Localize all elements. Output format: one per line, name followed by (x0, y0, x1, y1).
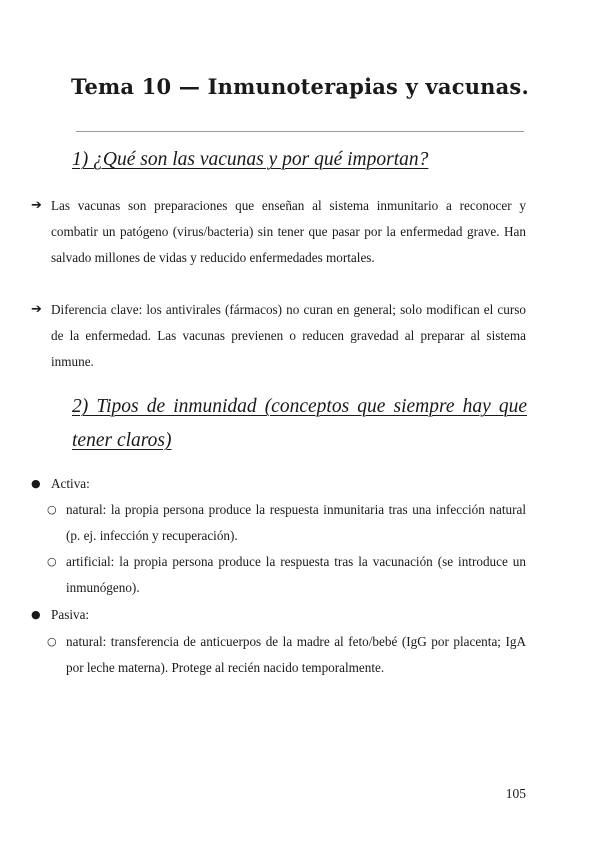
section-1-heading: 1) ¿Qué son las vacunas y por qué importan? (72, 149, 429, 170)
arrow-right-icon: ➔ (31, 302, 42, 317)
bullet-text: Las vacunas son preparaciones que enseñan al sistema inmunitario a reconocer y combatir un patógeno (virus/bacteria) sin tener que pasar por la enfermedad grave. Han salvado millones de vidas y reducido enfermedades mortales. (51, 198, 526, 265)
circle-bullet-icon: ○ (47, 555, 57, 568)
title-divider (76, 131, 524, 132)
group-label: Activa: (51, 476, 90, 491)
list-item: natural: la propia persona produce la respuesta inmunitaria tras una infección natural (p. ej. infección y recuperación). (66, 502, 526, 543)
list-item: natural: transferencia de anticuerpos de la madre al feto/bebé (IgG por placenta; IgA por leche materna). Protege al recién nacido temporalmente. (66, 634, 526, 675)
circle-bullet-icon: ○ (47, 503, 57, 516)
bullet-dot-icon: ● (31, 477, 41, 490)
group-label: Pasiva: (51, 607, 90, 622)
list-item: artificial: la propia persona produce la respuesta tras la vacunación (se introduce un inmunógeno). (66, 554, 526, 595)
page-title: Tema 10 — Inmunoterapias y vacunas. (71, 74, 529, 99)
bullet-dot-icon: ● (31, 608, 41, 621)
page-number: 105 (505, 786, 526, 801)
section-2-heading: 2) Tipos de inmunidad (conceptos que siempre hay que tener claros) (72, 396, 527, 451)
bullet-text: Diferencia clave: los antivirales (fármacos) no curan en general; solo modifican el curso de la enfermedad. Las vacunas previenen o reducen gravedad al preparar al sistema inmune. (51, 302, 526, 369)
circle-bullet-icon: ○ (47, 635, 57, 648)
arrow-right-icon: ➔ (31, 198, 42, 213)
